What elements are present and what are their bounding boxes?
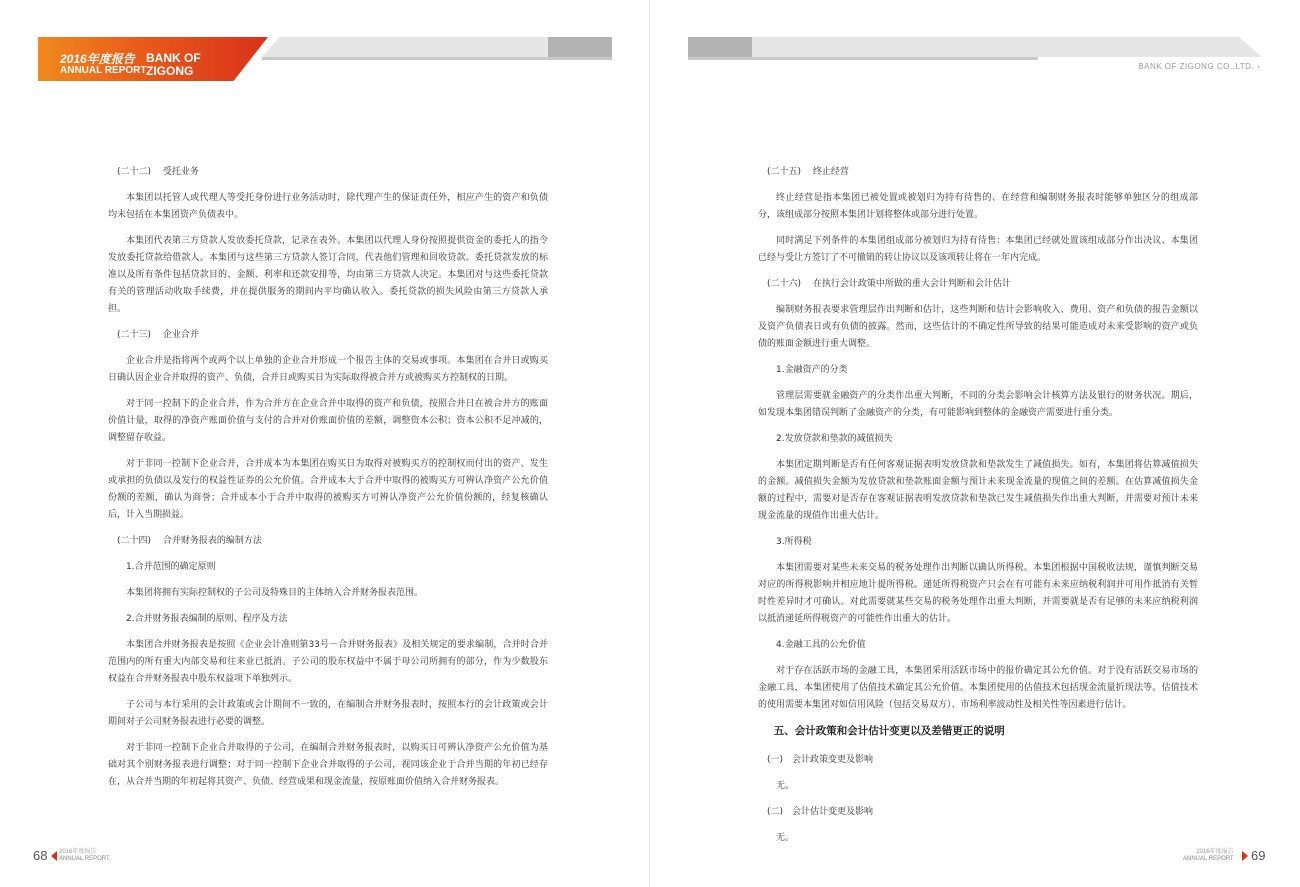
body-paragraph: 对于同一控制下的企业合并，作为合并方在企业合并中取得的资产和负债，按照合并日在被合并方的账面价值计量，取得的净资产账面价值与支付的合并对价账面价值的差额，调整资本公积；资本公积不足冲减的，调整留存收益。 <box>108 399 548 443</box>
page-number-right: 69 <box>1251 848 1266 863</box>
header-rule <box>688 57 1038 60</box>
body-paragraph: 同时满足下列条件的本集团组成部分被划归为持有待售：本集团已经就处置该组成部分作出决议、本集团已经与受让方签订了不可撤销的转让协议以及该项转让将在一年内完成。 <box>758 236 1198 263</box>
header-bar-accent <box>548 37 612 57</box>
section-heading: (二十二) 受托业务 <box>117 167 199 177</box>
header-rule <box>262 57 612 60</box>
bank-name-en <box>1138 62 1260 71</box>
header-bar-accent <box>688 37 752 57</box>
report-year-title: 2016年度报告 <box>60 52 135 66</box>
footer-brand-year: 2016年度报告 <box>1196 849 1234 855</box>
body-paragraph: 本集团代表第三方贷款人发放委托贷款，记录在表外。本集团以代理人身份按照提供资金的委托人的指令发放委托贷款给借款人。本集团与这些第三方贷款人签订合同，代表他们管理和回收贷款。委托贷款发放的标准以及所有条件包括贷款目的、金额、利率和还款安排等，均由第三方贷款人决定。本集团对与这些委托贷款有关的管理活动收取手续费，并在提供服务的期间内平均确认收入。委托贷款的损失风险由第三方贷款人承担。 <box>108 236 548 314</box>
subsection-label: 无。 <box>776 781 795 791</box>
footer-brand-text: ANNUAL REPORT <box>1183 856 1234 862</box>
section-heading: (一) 会计政策变更及影响 <box>767 755 874 765</box>
subsection-label: 3.所得税 <box>776 537 812 547</box>
body-paragraph: 企业合并是指将两个或两个以上单独的企业合并形成一个报告主体的交易或事项。本集团在合并日或购买日确认因企业合并取得的资产、负债，合并日或购买日为实际取得被合并方或被购买方控制权的日期。 <box>108 356 548 383</box>
body-paragraph: 本集团将拥有实际控制权的子公司及特殊目的主体纳入合并财务报表范围。 <box>126 588 424 598</box>
body-paragraph: 本集团以托管人或代理人等受托身份进行业务活动时，除代理产生的保证责任外，相应产生的资产和负债均未包括在本集团资产负债表中。 <box>108 193 548 220</box>
body-paragraph: 对于非同一控制下企业合并取得的子公司，在编制合并财务报表时，以购买日可辨认净资产公允价值为基础对其个别财务报表进行调整；对于同一控制下企业合并取得的子公司，视同该企业于合并当期的年初已经存在，从合并当期的年初起将其资产、负债、经营成果和现金流量，按原账面价值纳入合并财务报表。 <box>108 743 548 787</box>
bank-name-logo: BANK OF ZIGONG <box>146 51 201 78</box>
body-paragraph: 子公司与本行采用的会计政策或会计期间不一致的，在编制合并财务报表时，按照本行的会计政策或会计期间对子公司财务报表进行必要的调整。 <box>108 700 548 727</box>
subsection-label: 4.金融工具的公允价值 <box>776 640 866 650</box>
footer-brand-left <box>59 849 110 863</box>
section-heading: (二十四) 合并财务报表的编制方法 <box>117 536 262 546</box>
body-paragraph: 本集团合并财务报表是按照《企业会计准则第33号－合并财务报表》及相关规定的要求编制，合并时合并范围内的所有重大内部交易和往来业已抵消。子公司的股东权益中不属于母公司所拥有的部分，作为少数股东权益在合并财务报表中股东权益项下单独列示。 <box>108 640 548 684</box>
bank-name-en-text: BANK OF ZIGONG CO.,LTD. <box>1138 62 1255 71</box>
subsection-label: 无。 <box>776 833 795 843</box>
footer-brand-right <box>1183 849 1234 863</box>
chevron-right-icon: › <box>1256 62 1260 71</box>
right-text-column <box>758 164 1198 856</box>
body-paragraph: 本集团需要对某些未来交易的税务处理作出判断以确认所得税。本集团根据中国税收法规，谨慎判断交易对应的所得税影响并相应地计提所得税。递延所得税资产只会在有可能有未来应纳税利润并可用作抵消有关暂时性差异时才可确认。对此需要就某些交易的税务处理作出重大判断，并需要就是否有足够的未来应纳税利润以抵消递延所得税资产的可能性作出重大的估计。 <box>758 563 1198 624</box>
annual-report-label: ANNUAL REPORT <box>60 65 147 76</box>
subsection-label: 1.金融资产的分类 <box>776 365 848 375</box>
body-paragraph: 管理层需要就金融资产的分类作出重大判断，不同的分类会影响会计核算方法及银行的财务状况。期后，如发现本集团错误判断了金融资产的分类，有可能影响到整体的金融资产需要进行重分类。 <box>758 391 1198 418</box>
left-text-column <box>108 164 548 800</box>
body-paragraph: 对于非同一控制下企业合并，合并成本为本集团在购买日为取得对被购买方的控制权而付出的资产、发生或承担的负债以及发行的权益性证券的公允价值。合并成本大于合并中取得的被购买方可辨认净资产公允价值份额的差额，确认为商誉；合并成本小于合并中取得的被购买方可辨认净资产公允价值份额的，经复核确认后，计入当期损益。 <box>108 459 548 520</box>
chapter-heading: 五、会计政策和会计估计变更以及差错更正的说明 <box>773 725 1005 737</box>
section-heading: (二十五) 终止经营 <box>767 167 849 177</box>
body-paragraph: 本集团定期判断是否有任何客观证据表明发放贷款和垫款发生了减值损失。如有，本集团将估算减值损失的金额。减值损失金额为发放贷款和垫款账面金额与预计未来现金流量的现值之间的差额。在估算减值损失金额的过程中，需要对是否存在客观证据表明发放贷款和垫款已发生减值损失作出重大判断，并需要对预计未来现金流量的现值作出重大估计。 <box>758 460 1198 521</box>
arrow-right-icon <box>1242 851 1248 861</box>
footer-brand-year: 2016年度报告 <box>59 849 97 855</box>
arrow-left-icon <box>51 851 57 861</box>
subsection-label: 2.发放贷款和垫款的减值损失 <box>776 434 893 444</box>
body-paragraph: 编制财务报表要求管理层作出判断和估计，这些判断和估计会影响收入、费用、资产和负债的报告金额以及资产负债表日或有负债的披露。然而，这些估计的不确定性所导致的结果可能造成对未来受影响的资产或负债的账面金额进行重大调整。 <box>758 305 1198 349</box>
header-bar <box>688 37 1262 57</box>
page-number-left: 68 <box>33 848 48 863</box>
section-heading: (二十三) 企业合并 <box>117 330 199 340</box>
right-page <box>650 0 1300 887</box>
body-paragraph: 终止经营是指本集团已被处置或被划归为持有待售的、在经营和编制财务报表时能够单独区分的组成部分，该组成部分按照本集团计划将整体或部分进行处置。 <box>758 193 1198 220</box>
section-heading: (二) 会计估计变更及影响 <box>767 807 874 817</box>
body-paragraph: 对于存在活跃市场的金融工具，本集团采用活跃市场中的报价确定其公允价值。对于没有活跃交易市场的金融工具，本集团使用了估值技术确定其公允价值。本集团使用的估值技术包括现金流量折现法等。估值技术的使用需要本集团对如信用风险（包括交易双方）、市场利率波动性及相关性等因素进行估计。 <box>758 666 1198 710</box>
footer-brand-text: ANNUAL REPORT <box>59 856 110 862</box>
subsection-heading: 1.合并范围的确定原则 <box>126 562 216 572</box>
subsection-heading: 2.合并财务报表编制的原则、程序及方法 <box>126 614 288 624</box>
section-heading: (二十六) 在执行会计政策中所做的重大会计判断和会计估计 <box>767 279 1011 289</box>
